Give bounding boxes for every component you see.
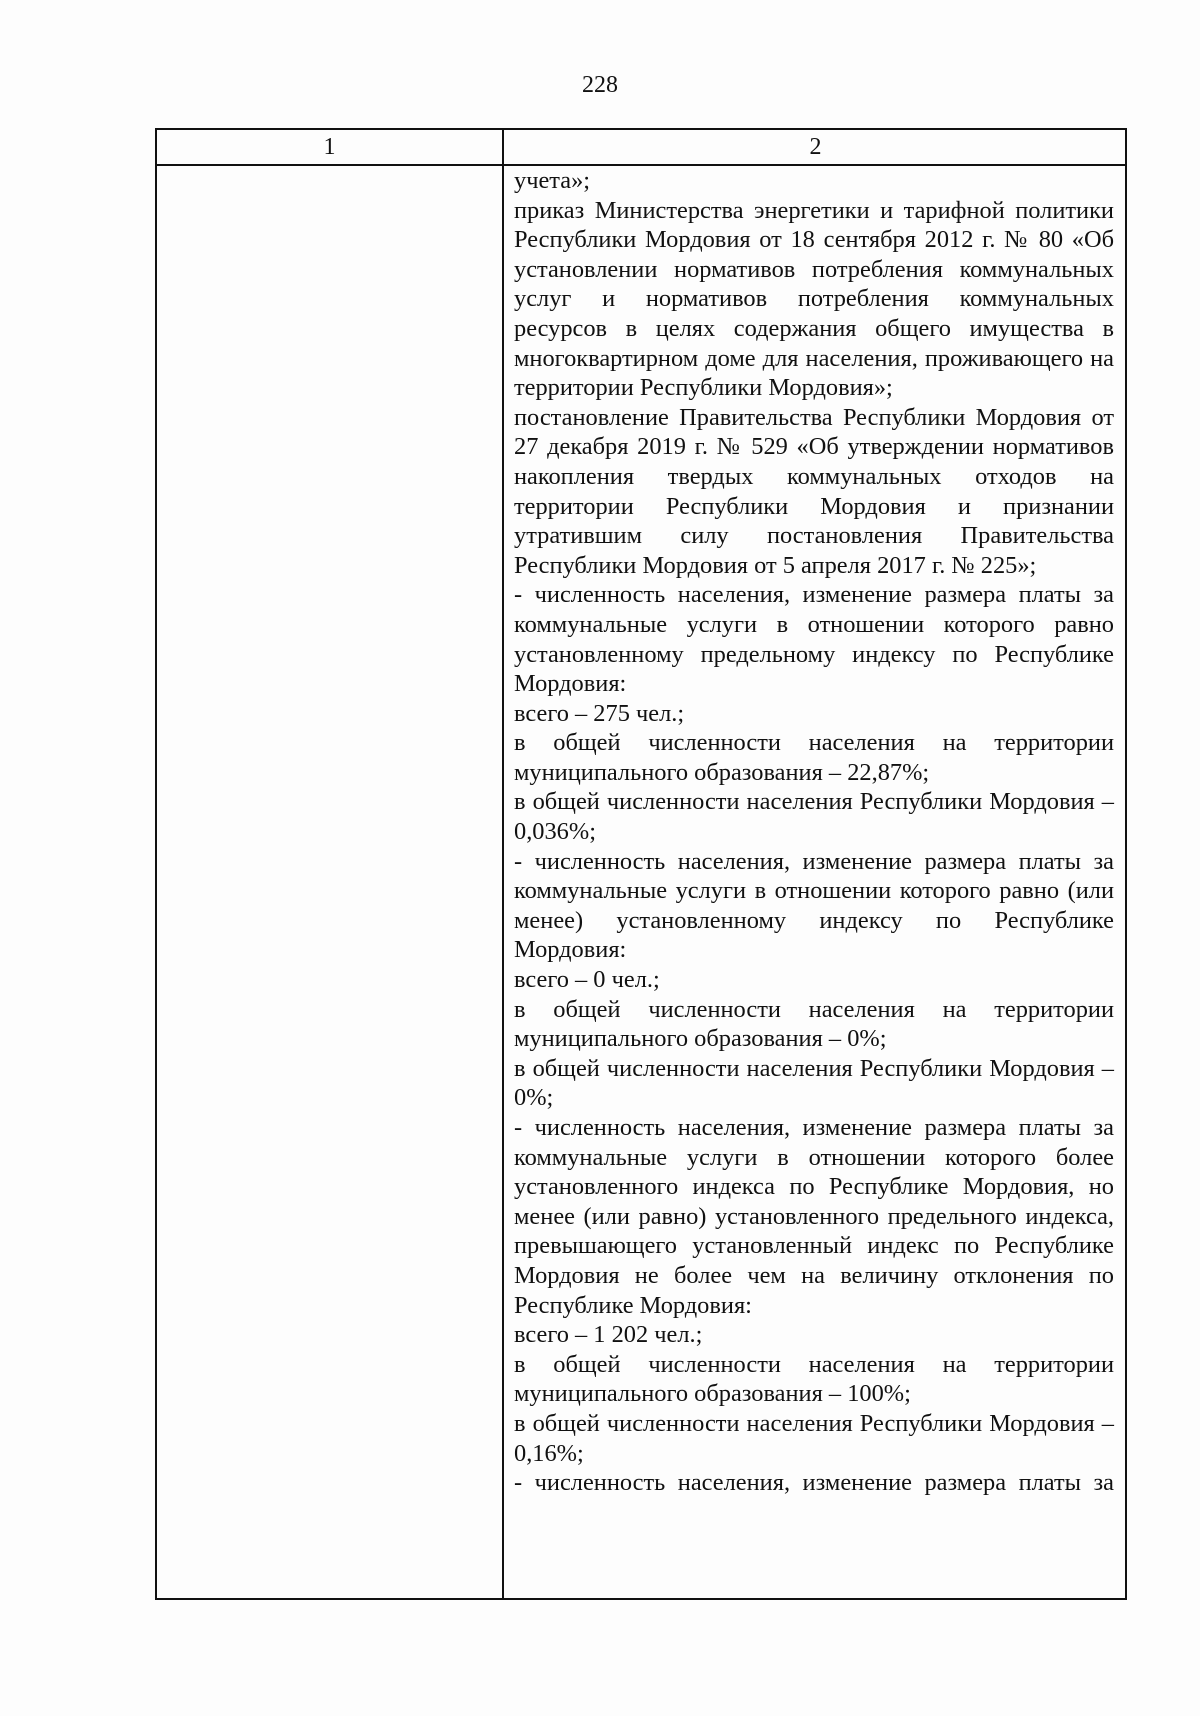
document-table bbox=[155, 128, 1127, 1600]
table-paragraph: постановление Правительства Республики Мордовия от 27 декабря 2019 г. № 529 «Об утверждении нормативов накопления твердых коммунальных отходов на территории Республики Мордовия и признании утратившим силу постановления Правительства Республики Мордовия от 5 апреля 2017 г. № 225»; bbox=[514, 403, 1114, 579]
page-number: 228 bbox=[582, 72, 618, 98]
table-header-cell-2: 2 bbox=[809, 134, 822, 160]
table-paragraph: в общей численности населения Республики Мордовия – 0%; bbox=[514, 1054, 1114, 1112]
column-divider bbox=[502, 130, 504, 1598]
table-paragraph: в общей численности населения Республики Мордовия – 0,036%; bbox=[514, 788, 1114, 846]
table-paragraph: приказ Министерства энергетики и тарифной политики Республики Мордовия от 18 сентября 2012 г. № 80 «Об установлении нормативов потребления коммунальных услуг и нормативов потребления коммунальных ресурсов в целях содержания общего имущества в многоквартирном доме для населения, проживающего на территории Республики Мордовия»; bbox=[514, 196, 1114, 402]
table-paragraph: в общей численности населения Республики Мордовия – 0,16%; bbox=[514, 1409, 1114, 1467]
table-paragraph: всего – 1 202 чел.; bbox=[514, 1321, 703, 1349]
table-paragraph: в общей численности населения на территории муниципального образования – 100%; bbox=[514, 1350, 1114, 1408]
table-paragraph: всего – 0 чел.; bbox=[514, 966, 660, 994]
table-paragraph: - численность населения, изменение размера платы за коммунальные услуги в отношении которого равно (или менее) установленному индексу по Республике Мордовия: bbox=[514, 847, 1114, 964]
table-paragraph: - численность населения, изменение размера платы за коммунальные услуги в отношении которого равно установленному предельному индексу по Республике Мордовия: bbox=[514, 581, 1114, 698]
table-paragraph: - численность населения, изменение размера платы за bbox=[514, 1469, 1114, 1497]
table-header-cell-1: 1 bbox=[323, 134, 336, 160]
table-paragraph: в общей численности населения на территории муниципального образования – 22,87%; bbox=[514, 729, 1114, 786]
table-paragraph: учета»; bbox=[514, 167, 591, 194]
table-paragraph: в общей численности населения на территории муниципального образования – 0%; bbox=[514, 995, 1114, 1053]
table-header-row bbox=[157, 130, 1125, 166]
table-paragraph: всего – 275 чел.; bbox=[514, 699, 685, 727]
table-cell-column-2 bbox=[514, 166, 1114, 1498]
table-paragraph: - численность населения, изменение размера платы за коммунальные услуги в отношении которого более установленного индекса по Республике Мордовия, но менее (или равно) установленного предельного индекса, превышающего установленный индекс по Республике Мордовия не более чем на величину отклонения по Республике Мордовия: bbox=[514, 1114, 1114, 1319]
